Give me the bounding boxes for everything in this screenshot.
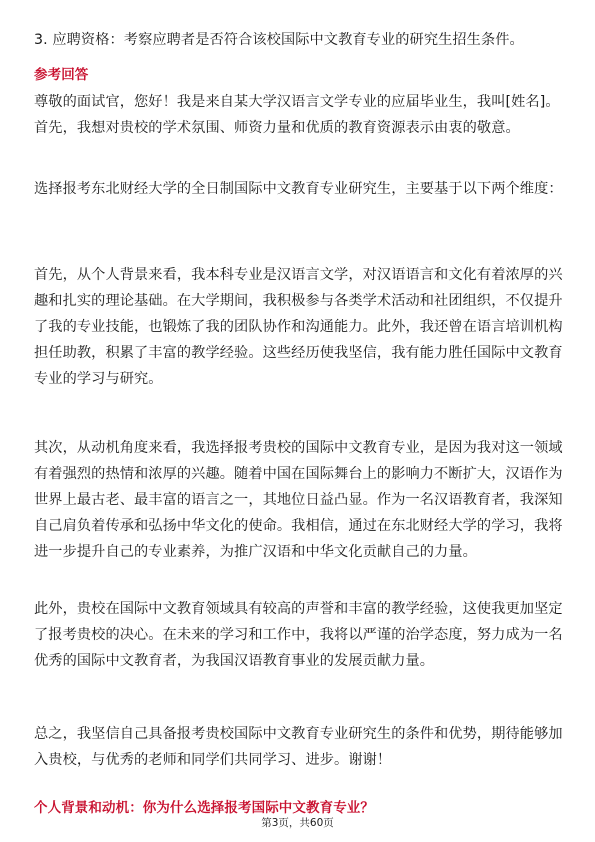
page-number: 第3页，共60页 [261, 817, 334, 829]
answer-paragraph-3: 首先，从个人背景来看，我本科专业是汉语言文学，对汉语语言和文化有着浓厚的兴趣和扎实的理论基础。在大学期间，我积极参与各类学术活动和社团组织，不仅提升了我的专业技能，也锻炼了我的团队协作和沟通能力。此外，我还曾在语言培训机构担任助教，积累了丰富的教学经验。这些经历使我坚信，我有能力胜任国际中文教育专业的学习与研究。 [34, 267, 563, 387]
next-question-heading: 个人背景和动机：你为什么选择报考国际中文教育专业？ [34, 800, 374, 816]
answer-paragraph-6: 总之，我坚信自己具备报考贵校国际中文教育专业研究生的条件和优势，期待能够加入贵校，与优秀的老师和同学们共同学习、进步。谢谢！ [34, 726, 563, 768]
answer-paragraph-1: 尊敬的面试官，您好！我是来自某大学汉语言文学专业的应届毕业生，我叫[姓名]。首先，我想对贵校的学术氛围、师资力量和优质的教育资源表示由衷的敬意。 [34, 94, 560, 136]
question-line: 3. 应聘资格：考察应聘者是否符合该校国际中文教育专业的研究生招生条件。 [34, 32, 524, 48]
answer-label: 参考回答 [34, 67, 89, 83]
answer-paragraph-5: 此外，贵校在国际中文教育领域具有较高的声誉和丰富的教学经验，这使我更加坚定了报考贵校的决心。在未来的学习和工作中，我将以严谨的治学态度，努力成为一名优秀的国际中文教育者，为我国汉语教育事业的发展贡献力量。 [34, 601, 563, 669]
answer-paragraph-2: 选择报考东北财经大学的全日制国际中文教育专业研究生，主要基于以下两个维度： [34, 181, 563, 197]
answer-paragraph-4: 其次，从动机角度来看，我选择报考贵校的国际中文教育专业，是因为我对这一领域有着强烈的热情和浓厚的兴趣。随着中国在国际舞台上的影响力不断扩大，汉语作为世界上最古老、最丰富的语言之一，其地位日益凸显。作为一名汉语教育者，我深知自己肩负着传承和弘扬中华文化的使命。我相信，通过在东北财经大学的学习，我将进一步提升自己的专业素养，为推广汉语和中华文化贡献自己的力量。 [34, 440, 563, 560]
